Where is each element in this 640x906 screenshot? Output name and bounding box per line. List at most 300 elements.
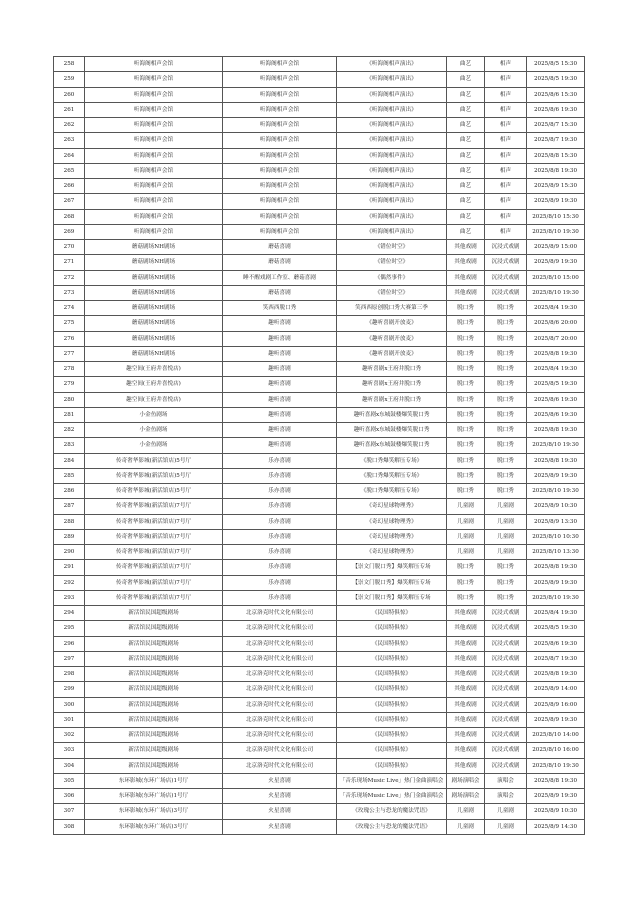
title-cell: 《玫瑰公主与恐龙的魔法咒语》	[337, 819, 447, 834]
venue-cell: 新活馆民国超级剧场	[85, 667, 223, 682]
title-cell: 《趣听喜剧开放麦》	[337, 331, 447, 346]
genre-cell: 沉浸式戏剧	[485, 651, 527, 666]
genre-cell: 脱口秀	[485, 407, 527, 422]
venue-cell: 蘑菇剧场NH剧场	[85, 346, 223, 361]
category-cell: 脱口秀	[447, 377, 485, 392]
venue-cell: 蘑菇剧场NH剧场	[85, 270, 223, 285]
title-cell: 《民国特俱惊》	[337, 697, 447, 712]
title-cell: 《脱口秀爆笑解压专场》	[337, 453, 447, 468]
organizer-cell: 听海阁相声会馆	[223, 133, 337, 148]
datetime-cell: 2025/8/9 19:30	[527, 789, 585, 804]
row-number-cell: 260	[54, 87, 85, 102]
table-row	[54, 346, 585, 361]
title-cell: 《听海阁相声演出》	[337, 87, 447, 102]
title-cell: 《脱口秀爆笑解压专场》	[337, 484, 447, 499]
datetime-cell: 2025/8/10 19:30	[527, 590, 585, 605]
venue-cell: 蘑菇剧场NH剧场	[85, 316, 223, 331]
table-row	[54, 514, 585, 529]
venue-cell: 小金鱼剧场	[85, 438, 223, 453]
organizer-cell: 乐亦喜剧	[223, 590, 337, 605]
title-cell: 趣听喜剧x东城鼓楼爆笑脱口秀	[337, 423, 447, 438]
genre-cell: 脱口秀	[485, 346, 527, 361]
table-row	[54, 72, 585, 87]
genre-cell: 脱口秀	[485, 301, 527, 316]
row-number-cell: 274	[54, 301, 85, 316]
datetime-cell: 2025/8/8 19:30	[527, 346, 585, 361]
venue-cell: 趣空间(王府井喜悦店)	[85, 392, 223, 407]
genre-cell: 脱口秀	[485, 575, 527, 590]
organizer-cell: 听海阁相声会馆	[223, 102, 337, 117]
title-cell: 《偶然事件》	[337, 270, 447, 285]
organizer-cell: 北京洛克时代文化有限公司	[223, 651, 337, 666]
category-cell: 脱口秀	[447, 423, 485, 438]
datetime-cell: 2025/8/9 10:30	[527, 499, 585, 514]
venue-cell: 传奇奢华影城(新活馆店)7号厅	[85, 529, 223, 544]
row-number-cell: 284	[54, 453, 85, 468]
genre-cell: 脱口秀	[485, 484, 527, 499]
datetime-cell: 2025/8/6 19:30	[527, 102, 585, 117]
organizer-cell: 笑西西脱口秀	[223, 301, 337, 316]
organizer-cell: 北京洛克时代文化有限公司	[223, 606, 337, 621]
genre-cell: 沉浸式戏剧	[485, 270, 527, 285]
row-number-cell: 278	[54, 362, 85, 377]
row-number-cell: 304	[54, 758, 85, 773]
category-cell: 脱口秀	[447, 575, 485, 590]
row-number-cell: 271	[54, 255, 85, 270]
title-cell: 《奇幻星球物理秀》	[337, 499, 447, 514]
venue-cell: 小金鱼剧场	[85, 423, 223, 438]
genre-cell: 儿童剧	[485, 804, 527, 819]
category-cell: 其他戏剧	[447, 270, 485, 285]
table-row	[54, 728, 585, 743]
organizer-cell: 听海阁相声会馆	[223, 87, 337, 102]
genre-cell: 脱口秀	[485, 362, 527, 377]
datetime-cell: 2025/8/5 19:30	[527, 72, 585, 87]
datetime-cell: 2025/8/9 15:00	[527, 240, 585, 255]
venue-cell: 东环影城(东环广场店)3号厅	[85, 804, 223, 819]
genre-cell: 沉浸式戏剧	[485, 255, 527, 270]
datetime-cell: 2025/8/10 13:30	[527, 545, 585, 560]
table-row	[54, 773, 585, 788]
table-row	[54, 316, 585, 331]
venue-cell: 新活馆民国超级剧场	[85, 728, 223, 743]
genre-cell: 相声	[485, 148, 527, 163]
category-cell: 其他戏剧	[447, 697, 485, 712]
venue-cell: 听海阁相声会馆	[85, 194, 223, 209]
organizer-cell: 听海阁相声会馆	[223, 209, 337, 224]
title-cell: 趣听喜剧x王府井脱口秀	[337, 377, 447, 392]
table-row	[54, 57, 585, 72]
organizer-cell: 北京洛克时代文化有限公司	[223, 636, 337, 651]
genre-cell: 沉浸式戏剧	[485, 636, 527, 651]
title-cell: 趣听喜剧x王府井脱口秀	[337, 362, 447, 377]
datetime-cell: 2025/8/5 19:30	[527, 377, 585, 392]
category-cell: 其他戏剧	[447, 255, 485, 270]
organizer-cell: 听海阁相声会馆	[223, 163, 337, 178]
organizer-cell: 趣听喜剧	[223, 438, 337, 453]
genre-cell: 沉浸式戏剧	[485, 682, 527, 697]
title-cell: 《趣听喜剧开放麦》	[337, 316, 447, 331]
table-row	[54, 285, 585, 300]
table-row	[54, 301, 585, 316]
row-number-cell: 291	[54, 560, 85, 575]
datetime-cell: 2025/8/5 15:30	[527, 57, 585, 72]
title-cell: 《玫瑰公主与恐龙的魔法咒语》	[337, 804, 447, 819]
row-number-cell: 277	[54, 346, 85, 361]
genre-cell: 沉浸式戏剧	[485, 606, 527, 621]
genre-cell: 沉浸式戏剧	[485, 712, 527, 727]
organizer-cell: 趣听喜剧	[223, 346, 337, 361]
row-number-cell: 298	[54, 667, 85, 682]
table-row	[54, 590, 585, 605]
title-cell: 《错位时空》	[337, 255, 447, 270]
table-row	[54, 163, 585, 178]
row-number-cell: 281	[54, 407, 85, 422]
genre-cell: 脱口秀	[485, 560, 527, 575]
category-cell: 其他戏剧	[447, 636, 485, 651]
organizer-cell: 趣听喜剧	[223, 392, 337, 407]
row-number-cell: 303	[54, 743, 85, 758]
datetime-cell: 2025/8/10 10:30	[527, 529, 585, 544]
organizer-cell: 乐亦喜剧	[223, 545, 337, 560]
venue-cell: 传奇奢华影城(新活馆店)5号厅	[85, 453, 223, 468]
row-number-cell: 295	[54, 621, 85, 636]
table-row	[54, 667, 585, 682]
datetime-cell: 2025/8/4 19:30	[527, 606, 585, 621]
genre-cell: 脱口秀	[485, 453, 527, 468]
venue-cell: 新活馆民国超级剧场	[85, 606, 223, 621]
organizer-cell: 蘑菇喜剧	[223, 255, 337, 270]
category-cell: 脱口秀	[447, 438, 485, 453]
category-cell: 脱口秀	[447, 590, 485, 605]
datetime-cell: 2025/8/10 19:30	[527, 484, 585, 499]
category-cell: 曲艺	[447, 194, 485, 209]
datetime-cell: 2025/8/9 19:30	[527, 255, 585, 270]
organizer-cell: 听海阁相声会馆	[223, 118, 337, 133]
title-cell: 《错位时空》	[337, 285, 447, 300]
category-cell: 脱口秀	[447, 468, 485, 483]
row-number-cell: 264	[54, 148, 85, 163]
title-cell: 笑西西原创脱口秀大赛第三季	[337, 301, 447, 316]
datetime-cell: 2025/8/9 19:30	[527, 712, 585, 727]
genre-cell: 儿童剧	[485, 514, 527, 529]
title-cell: 《听海阁相声演出》	[337, 148, 447, 163]
row-number-cell: 293	[54, 590, 85, 605]
table-row	[54, 377, 585, 392]
venue-cell: 听海阁相声会馆	[85, 72, 223, 87]
title-cell: 《听海阁相声演出》	[337, 194, 447, 209]
organizer-cell: 火星喜剧	[223, 804, 337, 819]
datetime-cell: 2025/8/10 19:30	[527, 758, 585, 773]
title-cell: 趣听喜剧x东城鼓楼爆笑脱口秀	[337, 407, 447, 422]
venue-cell: 新活馆民国超级剧场	[85, 743, 223, 758]
venue-cell: 东环影城(东环广场店)1号厅	[85, 773, 223, 788]
category-cell: 脱口秀	[447, 362, 485, 377]
row-number-cell: 270	[54, 240, 85, 255]
table-row	[54, 255, 585, 270]
row-number-cell: 280	[54, 392, 85, 407]
venue-cell: 传奇奢华影城(新活馆店)7号厅	[85, 514, 223, 529]
category-cell: 其他戏剧	[447, 606, 485, 621]
venue-cell: 传奇奢华影城(新活馆店)7号厅	[85, 575, 223, 590]
genre-cell: 相声	[485, 179, 527, 194]
venue-cell: 新活馆民国超级剧场	[85, 697, 223, 712]
organizer-cell: 火星喜剧	[223, 789, 337, 804]
table-row	[54, 453, 585, 468]
venue-cell: 小金鱼剧场	[85, 407, 223, 422]
genre-cell: 相声	[485, 194, 527, 209]
category-cell: 儿童剧	[447, 545, 485, 560]
organizer-cell: 趣听喜剧	[223, 316, 337, 331]
category-cell: 儿童剧	[447, 529, 485, 544]
title-cell: 「音乐现场Music Live」热门金曲演唱会	[337, 773, 447, 788]
table-row	[54, 331, 585, 346]
venue-cell: 趣空间(王府井喜悦店)	[85, 362, 223, 377]
row-number-cell: 305	[54, 773, 85, 788]
datetime-cell: 2025/8/4 19:30	[527, 301, 585, 316]
organizer-cell: 听海阁相声会馆	[223, 57, 337, 72]
title-cell: 《听海阁相声演出》	[337, 133, 447, 148]
organizer-cell: 蘑菇喜剧	[223, 285, 337, 300]
datetime-cell: 2025/8/8 19:30	[527, 163, 585, 178]
genre-cell: 沉浸式戏剧	[485, 697, 527, 712]
venue-cell: 传奇奢华影城(新活馆店)7号厅	[85, 499, 223, 514]
table-row	[54, 499, 585, 514]
venue-cell: 东环影城(东环广场店)3号厅	[85, 819, 223, 834]
row-number-cell: 258	[54, 57, 85, 72]
title-cell: 趣听喜剧x东城鼓楼爆笑脱口秀	[337, 438, 447, 453]
datetime-cell: 2025/8/10 15:30	[527, 209, 585, 224]
table-row	[54, 651, 585, 666]
title-cell: 《听海阁相声演出》	[337, 209, 447, 224]
genre-cell: 相声	[485, 163, 527, 178]
venue-cell: 新活馆民国超级剧场	[85, 682, 223, 697]
category-cell: 儿童剧	[447, 804, 485, 819]
title-cell: 《民国特俱惊》	[337, 667, 447, 682]
organizer-cell: 北京洛克时代文化有限公司	[223, 743, 337, 758]
venue-cell: 蘑菇剧场NH剧场	[85, 285, 223, 300]
table-row	[54, 118, 585, 133]
category-cell: 曲艺	[447, 224, 485, 239]
row-number-cell: 272	[54, 270, 85, 285]
title-cell: 《民国特俱惊》	[337, 712, 447, 727]
row-number-cell: 261	[54, 102, 85, 117]
table-row	[54, 712, 585, 727]
datetime-cell: 2025/8/8 19:30	[527, 667, 585, 682]
row-number-cell: 262	[54, 118, 85, 133]
category-cell: 曲艺	[447, 179, 485, 194]
category-cell: 其他戏剧	[447, 667, 485, 682]
title-cell: 《奇幻星球物理秀》	[337, 529, 447, 544]
datetime-cell: 2025/8/5 19:30	[527, 621, 585, 636]
category-cell: 其他戏剧	[447, 758, 485, 773]
datetime-cell: 2025/8/8 19:30	[527, 773, 585, 788]
table-row	[54, 636, 585, 651]
genre-cell: 沉浸式戏剧	[485, 240, 527, 255]
venue-cell: 听海阁相声会馆	[85, 87, 223, 102]
category-cell: 其他戏剧	[447, 743, 485, 758]
category-cell: 其他戏剧	[447, 682, 485, 697]
genre-cell: 沉浸式戏剧	[485, 285, 527, 300]
row-number-cell: 286	[54, 484, 85, 499]
category-cell: 儿童剧	[447, 819, 485, 834]
title-cell: 《脱口秀爆笑解压专场》	[337, 468, 447, 483]
title-cell: 《民国特俱惊》	[337, 621, 447, 636]
genre-cell: 相声	[485, 118, 527, 133]
genre-cell: 沉浸式戏剧	[485, 758, 527, 773]
organizer-cell: 乐亦喜剧	[223, 453, 337, 468]
venue-cell: 传奇奢华影城(新活馆店)5号厅	[85, 484, 223, 499]
datetime-cell: 2025/8/8 19:30	[527, 453, 585, 468]
title-cell: 《民国特俱惊》	[337, 743, 447, 758]
row-number-cell: 266	[54, 179, 85, 194]
title-cell: 《听海阁相声演出》	[337, 118, 447, 133]
genre-cell: 相声	[485, 102, 527, 117]
title-cell: 【崇文门脱口秀】爆笑解压专场	[337, 575, 447, 590]
title-cell: 《民国特俱惊》	[337, 651, 447, 666]
organizer-cell: 北京洛克时代文化有限公司	[223, 697, 337, 712]
row-number-cell: 290	[54, 545, 85, 560]
datetime-cell: 2025/8/6 15:30	[527, 87, 585, 102]
title-cell: 《奇幻星球物理秀》	[337, 545, 447, 560]
category-cell: 其他戏剧	[447, 712, 485, 727]
row-number-cell: 276	[54, 331, 85, 346]
organizer-cell: 乐亦喜剧	[223, 468, 337, 483]
category-cell: 其他戏剧	[447, 728, 485, 743]
venue-cell: 新活馆民国超级剧场	[85, 636, 223, 651]
table-row	[54, 468, 585, 483]
datetime-cell: 2025/8/7 19:30	[527, 133, 585, 148]
datetime-cell: 2025/8/9 19:30	[527, 468, 585, 483]
genre-cell: 脱口秀	[485, 316, 527, 331]
datetime-cell: 2025/8/10 19:30	[527, 224, 585, 239]
row-number-cell: 279	[54, 377, 85, 392]
table-row	[54, 133, 585, 148]
table-row	[54, 560, 585, 575]
datetime-cell: 2025/8/10 14:00	[527, 728, 585, 743]
genre-cell: 相声	[485, 224, 527, 239]
category-cell: 脱口秀	[447, 331, 485, 346]
organizer-cell: 趣听喜剧	[223, 331, 337, 346]
genre-cell: 沉浸式戏剧	[485, 728, 527, 743]
genre-cell: 脱口秀	[485, 392, 527, 407]
category-cell: 脱口秀	[447, 392, 485, 407]
title-cell: 《听海阁相声演出》	[337, 57, 447, 72]
category-cell: 儿童剧	[447, 499, 485, 514]
title-cell: 《民国特俱惊》	[337, 728, 447, 743]
table-row	[54, 484, 585, 499]
table-row	[54, 606, 585, 621]
category-cell: 剧场演唱会	[447, 789, 485, 804]
datetime-cell: 2025/8/9 10:30	[527, 804, 585, 819]
venue-cell: 新活馆民国超级剧场	[85, 651, 223, 666]
genre-cell: 儿童剧	[485, 499, 527, 514]
datetime-cell: 2025/8/8 19:30	[527, 560, 585, 575]
genre-cell: 脱口秀	[485, 438, 527, 453]
venue-cell: 听海阁相声会馆	[85, 133, 223, 148]
table-row	[54, 438, 585, 453]
datetime-cell: 2025/8/10 15:00	[527, 270, 585, 285]
table-row	[54, 407, 585, 422]
category-cell: 曲艺	[447, 209, 485, 224]
venue-cell: 传奇奢华影城(新活馆店)7号厅	[85, 560, 223, 575]
genre-cell: 儿童剧	[485, 545, 527, 560]
venue-cell: 听海阁相声会馆	[85, 163, 223, 178]
table-row	[54, 240, 585, 255]
organizer-cell: 乐亦喜剧	[223, 484, 337, 499]
organizer-cell: 听海阁相声会馆	[223, 179, 337, 194]
row-number-cell: 268	[54, 209, 85, 224]
row-number-cell: 292	[54, 575, 85, 590]
row-number-cell: 297	[54, 651, 85, 666]
table-row	[54, 179, 585, 194]
category-cell: 脱口秀	[447, 560, 485, 575]
genre-cell: 脱口秀	[485, 331, 527, 346]
table-row	[54, 819, 585, 834]
genre-cell: 沉浸式戏剧	[485, 667, 527, 682]
title-cell: 《民国特俱惊》	[337, 606, 447, 621]
category-cell: 曲艺	[447, 118, 485, 133]
organizer-cell: 趣听喜剧	[223, 377, 337, 392]
title-cell: 《听海阁相声演出》	[337, 102, 447, 117]
organizer-cell: 听海阁相声会馆	[223, 72, 337, 87]
category-cell: 脱口秀	[447, 407, 485, 422]
datetime-cell: 2025/8/9 14:00	[527, 682, 585, 697]
genre-cell: 演唱会	[485, 789, 527, 804]
table-row	[54, 682, 585, 697]
organizer-cell: 乐亦喜剧	[223, 575, 337, 590]
organizer-cell: 趣听喜剧	[223, 423, 337, 438]
table-row	[54, 362, 585, 377]
row-number-cell: 289	[54, 529, 85, 544]
row-number-cell: 302	[54, 728, 85, 743]
organizer-cell: 北京洛克时代文化有限公司	[223, 682, 337, 697]
row-number-cell: 294	[54, 606, 85, 621]
table-row	[54, 789, 585, 804]
table-row	[54, 545, 585, 560]
title-cell: 《听海阁相声演出》	[337, 179, 447, 194]
row-number-cell: 288	[54, 514, 85, 529]
venue-cell: 新活馆民国超级剧场	[85, 712, 223, 727]
organizer-cell: 乐亦喜剧	[223, 529, 337, 544]
venue-cell: 听海阁相声会馆	[85, 57, 223, 72]
table-row	[54, 804, 585, 819]
title-cell: 趣听喜剧x王府井脱口秀	[337, 392, 447, 407]
title-cell: 《民国特俱惊》	[337, 682, 447, 697]
row-number-cell: 275	[54, 316, 85, 331]
genre-cell: 相声	[485, 87, 527, 102]
table-row	[54, 697, 585, 712]
venue-cell: 蘑菇剧场NH剧场	[85, 301, 223, 316]
category-cell: 儿童剧	[447, 514, 485, 529]
datetime-cell: 2025/8/9 19:30	[527, 575, 585, 590]
datetime-cell: 2025/8/8 19:30	[527, 423, 585, 438]
organizer-cell: 北京洛克时代文化有限公司	[223, 758, 337, 773]
title-cell: 《民国特俱惊》	[337, 758, 447, 773]
datetime-cell: 2025/8/7 20:00	[527, 331, 585, 346]
datetime-cell: 2025/8/10 19:30	[527, 285, 585, 300]
row-number-cell: 307	[54, 804, 85, 819]
category-cell: 曲艺	[447, 163, 485, 178]
table-body	[54, 57, 585, 835]
organizer-cell: 蘑菇喜剧	[223, 240, 337, 255]
datetime-cell: 2025/8/8 15:30	[527, 148, 585, 163]
venue-cell: 听海阁相声会馆	[85, 224, 223, 239]
datetime-cell: 2025/8/10 19:30	[527, 438, 585, 453]
table-row	[54, 758, 585, 773]
venue-cell: 听海阁相声会馆	[85, 148, 223, 163]
performance-schedule-table	[53, 56, 585, 835]
